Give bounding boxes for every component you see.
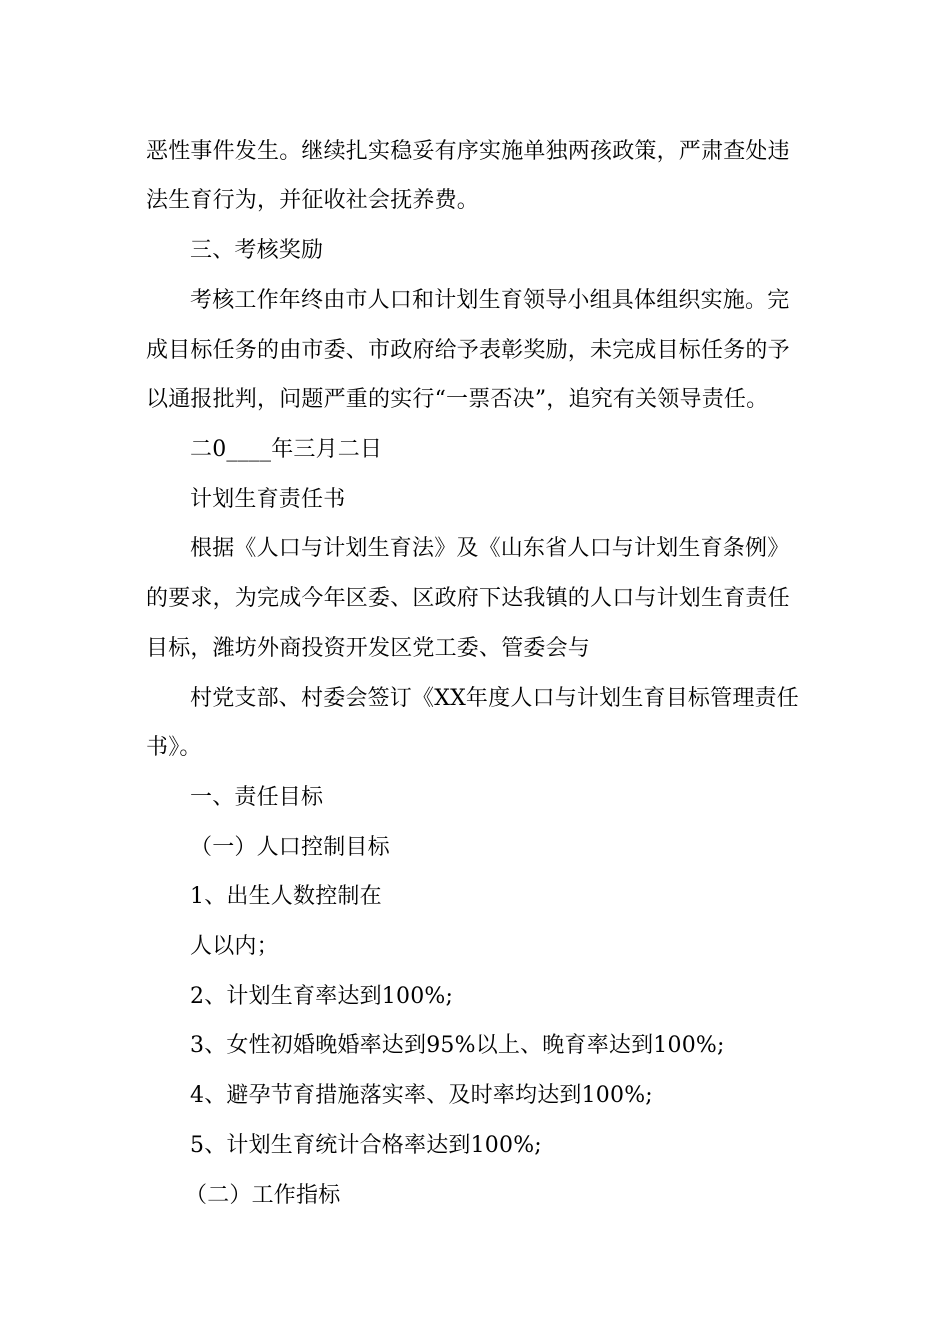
list-item: 1、出生人数控制在 (190, 884, 382, 909)
subsection-heading: （一）人口控制目标 (190, 835, 390, 860)
subsection-heading: （二）工作指标 (185, 1183, 341, 1208)
list-item: 5、计划生育统计合格率达到100%; (190, 1133, 542, 1158)
list-item: 2、计划生育率达到100%; (190, 984, 454, 1009)
paragraph-line: 的要求，为完成今年区委、区政府下达我镇的人口与计划生育责任 (146, 586, 790, 611)
date-line: 二0____年三月二日 (190, 437, 383, 462)
paragraph-line: 以通报批判，问题严重的实行“一票否决”，追究有关领导责任。 (146, 387, 769, 412)
list-item: 人以内； (190, 934, 279, 959)
document-title: 计划生育责任书 (190, 487, 346, 512)
paragraph-line: 村党支部、村委会签订《XX年度人口与计划生育目标管理责任 (190, 686, 799, 711)
section-heading: 三、考核奖励 (190, 238, 324, 263)
section-heading: 一、责任目标 (190, 785, 324, 810)
paragraph-line: 成目标任务的由市委、市政府给予表彰奖励，未完成目标任务的予 (146, 338, 790, 363)
paragraph-line: 根据《人口与计划生育法》及《山东省人口与计划生育条例》 (190, 536, 790, 561)
list-item: 3、女性初婚晚婚率达到95%以上、晚育率达到100%; (190, 1033, 725, 1058)
paragraph-line: 考核工作年终由市人口和计划生育领导小组具体组织实施。完 (190, 288, 790, 313)
list-item: 4、避孕节育措施落实率、及时率均达到100%; (190, 1083, 653, 1108)
paragraph-line: 书》。 (146, 735, 202, 760)
paragraph-line: 法生育行为，并征收社会抚养费。 (146, 188, 480, 213)
paragraph-line: 恶性事件发生。继续扎实稳妥有序实施单独两孩政策，严肃查处违 (146, 139, 790, 164)
paragraph-line: 目标，潍坊外商投资开发区党工委、管委会与 (146, 636, 591, 661)
